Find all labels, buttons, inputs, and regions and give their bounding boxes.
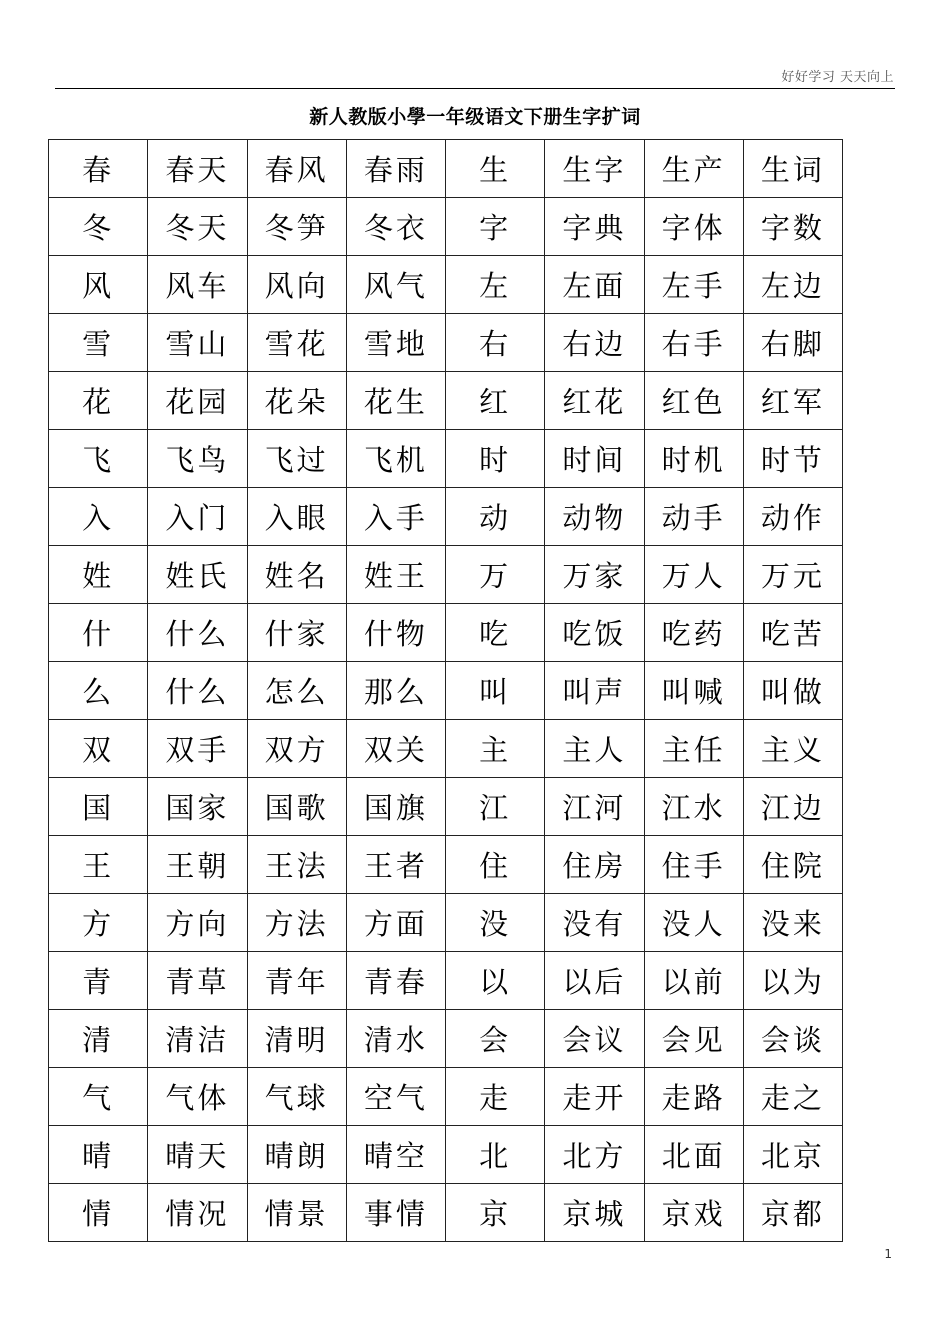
- page-number: 1: [884, 1247, 892, 1261]
- character-cell: 时: [446, 430, 545, 488]
- word-cell: 右手: [644, 314, 743, 372]
- word-cell: 京都: [743, 1184, 842, 1242]
- character-cell: 住: [446, 836, 545, 894]
- word-cell: 风向: [247, 256, 346, 314]
- character-cell: 晴: [49, 1126, 148, 1184]
- character-cell: 以: [446, 952, 545, 1010]
- word-cell: 左面: [545, 256, 644, 314]
- character-cell: 左: [446, 256, 545, 314]
- word-cell: 国旗: [346, 778, 445, 836]
- word-cell: 走路: [644, 1068, 743, 1126]
- word-cell: 清水: [346, 1010, 445, 1068]
- word-cell: 飞机: [346, 430, 445, 488]
- character-cell: 姓: [49, 546, 148, 604]
- character-cell: 走: [446, 1068, 545, 1126]
- word-cell: 雪花: [247, 314, 346, 372]
- word-cell: 气体: [148, 1068, 247, 1126]
- word-cell: 双方: [247, 720, 346, 778]
- word-cell: 住院: [743, 836, 842, 894]
- word-cell: 春风: [247, 140, 346, 198]
- word-cell: 国家: [148, 778, 247, 836]
- word-cell: 红花: [545, 372, 644, 430]
- word-cell: 动手: [644, 488, 743, 546]
- character-cell: 什: [49, 604, 148, 662]
- character-cell: 万: [446, 546, 545, 604]
- word-cell: 春天: [148, 140, 247, 198]
- character-cell: 会: [446, 1010, 545, 1068]
- header-motto: 好好学习 天天向上: [781, 70, 894, 85]
- character-cell: 飞: [49, 430, 148, 488]
- vocabulary-table: [48, 139, 843, 1242]
- word-cell: 青年: [247, 952, 346, 1010]
- word-cell: 春雨: [346, 140, 445, 198]
- word-cell: 京戏: [644, 1184, 743, 1242]
- vocabulary-table-body: [49, 140, 843, 1242]
- word-cell: 字典: [545, 198, 644, 256]
- character-cell: 吃: [446, 604, 545, 662]
- character-cell: 红: [446, 372, 545, 430]
- table-row: [49, 952, 843, 1010]
- character-cell: 雪: [49, 314, 148, 372]
- character-cell: 生: [446, 140, 545, 198]
- character-cell: 叫: [446, 662, 545, 720]
- table-row: [49, 604, 843, 662]
- word-cell: 北面: [644, 1126, 743, 1184]
- table-row: [49, 488, 843, 546]
- word-cell: 以为: [743, 952, 842, 1010]
- word-cell: 冬天: [148, 198, 247, 256]
- word-cell: 雪山: [148, 314, 247, 372]
- word-cell: 情况: [148, 1184, 247, 1242]
- table-row: [49, 1010, 843, 1068]
- word-cell: 走开: [545, 1068, 644, 1126]
- word-cell: 事情: [346, 1184, 445, 1242]
- character-cell: 字: [446, 198, 545, 256]
- character-cell: 江: [446, 778, 545, 836]
- word-cell: 入门: [148, 488, 247, 546]
- word-cell: 晴空: [346, 1126, 445, 1184]
- table-row: [49, 662, 843, 720]
- word-cell: 什物: [346, 604, 445, 662]
- character-cell: 春: [49, 140, 148, 198]
- word-cell: 冬衣: [346, 198, 445, 256]
- word-cell: 姓氏: [148, 546, 247, 604]
- table-row: [49, 778, 843, 836]
- word-cell: 红军: [743, 372, 842, 430]
- word-cell: 双关: [346, 720, 445, 778]
- word-cell: 主人: [545, 720, 644, 778]
- word-cell: 叫做: [743, 662, 842, 720]
- character-cell: 方: [49, 894, 148, 952]
- word-cell: 青草: [148, 952, 247, 1010]
- word-cell: 走之: [743, 1068, 842, 1126]
- word-cell: 没人: [644, 894, 743, 952]
- word-cell: 主任: [644, 720, 743, 778]
- word-cell: 动物: [545, 488, 644, 546]
- word-cell: 姓王: [346, 546, 445, 604]
- word-cell: 飞鸟: [148, 430, 247, 488]
- character-cell: 右: [446, 314, 545, 372]
- word-cell: 清明: [247, 1010, 346, 1068]
- word-cell: 花生: [346, 372, 445, 430]
- table-row: [49, 1068, 843, 1126]
- table-row: [49, 1126, 843, 1184]
- character-cell: 么: [49, 662, 148, 720]
- word-cell: 雪地: [346, 314, 445, 372]
- word-cell: 晴朗: [247, 1126, 346, 1184]
- word-cell: 叫喊: [644, 662, 743, 720]
- table-row: [49, 314, 843, 372]
- word-cell: 王朝: [148, 836, 247, 894]
- word-cell: 北方: [545, 1126, 644, 1184]
- character-cell: 北: [446, 1126, 545, 1184]
- table-row: [49, 256, 843, 314]
- word-cell: 什么: [148, 604, 247, 662]
- word-cell: 晴天: [148, 1126, 247, 1184]
- word-cell: 没来: [743, 894, 842, 952]
- word-cell: 花朵: [247, 372, 346, 430]
- character-cell: 清: [49, 1010, 148, 1068]
- word-cell: 吃饭: [545, 604, 644, 662]
- character-cell: 国: [49, 778, 148, 836]
- character-cell: 青: [49, 952, 148, 1010]
- word-cell: 吃药: [644, 604, 743, 662]
- word-cell: 没有: [545, 894, 644, 952]
- word-cell: 风车: [148, 256, 247, 314]
- word-cell: 时节: [743, 430, 842, 488]
- word-cell: 国歌: [247, 778, 346, 836]
- word-cell: 左边: [743, 256, 842, 314]
- word-cell: 红色: [644, 372, 743, 430]
- word-cell: 会谈: [743, 1010, 842, 1068]
- word-cell: 气球: [247, 1068, 346, 1126]
- word-cell: 冬笋: [247, 198, 346, 256]
- word-cell: 叫声: [545, 662, 644, 720]
- character-cell: 双: [49, 720, 148, 778]
- word-cell: 花园: [148, 372, 247, 430]
- character-cell: 动: [446, 488, 545, 546]
- word-cell: 方法: [247, 894, 346, 952]
- word-cell: 入手: [346, 488, 445, 546]
- word-cell: 什家: [247, 604, 346, 662]
- word-cell: 青春: [346, 952, 445, 1010]
- character-cell: 风: [49, 256, 148, 314]
- word-cell: 飞过: [247, 430, 346, 488]
- word-cell: 万元: [743, 546, 842, 604]
- character-cell: 京: [446, 1184, 545, 1242]
- table-row: [49, 546, 843, 604]
- word-cell: 左手: [644, 256, 743, 314]
- character-cell: 气: [49, 1068, 148, 1126]
- word-cell: 生产: [644, 140, 743, 198]
- word-cell: 住房: [545, 836, 644, 894]
- word-cell: 方向: [148, 894, 247, 952]
- word-cell: 生词: [743, 140, 842, 198]
- table-row: [49, 430, 843, 488]
- word-cell: 会见: [644, 1010, 743, 1068]
- table-row: [49, 198, 843, 256]
- word-cell: 生字: [545, 140, 644, 198]
- word-cell: 字数: [743, 198, 842, 256]
- document-title: 新人教版小學一年级语文下册生字扩词: [309, 106, 641, 128]
- word-cell: 王法: [247, 836, 346, 894]
- word-cell: 以前: [644, 952, 743, 1010]
- table-row: [49, 372, 843, 430]
- word-cell: 姓名: [247, 546, 346, 604]
- word-cell: 万人: [644, 546, 743, 604]
- table-row: [49, 836, 843, 894]
- character-cell: 主: [446, 720, 545, 778]
- header-divider: [55, 88, 895, 89]
- word-cell: 住手: [644, 836, 743, 894]
- word-cell: 时机: [644, 430, 743, 488]
- word-cell: 右脚: [743, 314, 842, 372]
- character-cell: 情: [49, 1184, 148, 1242]
- table-row: [49, 140, 843, 198]
- word-cell: 江河: [545, 778, 644, 836]
- word-cell: 会议: [545, 1010, 644, 1068]
- word-cell: 江水: [644, 778, 743, 836]
- word-cell: 空气: [346, 1068, 445, 1126]
- word-cell: 方面: [346, 894, 445, 952]
- character-cell: 没: [446, 894, 545, 952]
- word-cell: 什么: [148, 662, 247, 720]
- character-cell: 入: [49, 488, 148, 546]
- table-row: [49, 720, 843, 778]
- word-cell: 京城: [545, 1184, 644, 1242]
- word-cell: 那么: [346, 662, 445, 720]
- character-cell: 冬: [49, 198, 148, 256]
- table-row: [49, 1184, 843, 1242]
- word-cell: 北京: [743, 1126, 842, 1184]
- word-cell: 字体: [644, 198, 743, 256]
- word-cell: 入眼: [247, 488, 346, 546]
- word-cell: 清洁: [148, 1010, 247, 1068]
- word-cell: 怎么: [247, 662, 346, 720]
- word-cell: 吃苦: [743, 604, 842, 662]
- table-row: [49, 894, 843, 952]
- word-cell: 动作: [743, 488, 842, 546]
- word-cell: 右边: [545, 314, 644, 372]
- character-cell: 花: [49, 372, 148, 430]
- word-cell: 主义: [743, 720, 842, 778]
- word-cell: 万家: [545, 546, 644, 604]
- word-cell: 以后: [545, 952, 644, 1010]
- word-cell: 风气: [346, 256, 445, 314]
- word-cell: 情景: [247, 1184, 346, 1242]
- word-cell: 王者: [346, 836, 445, 894]
- word-cell: 双手: [148, 720, 247, 778]
- word-cell: 时间: [545, 430, 644, 488]
- word-cell: 江边: [743, 778, 842, 836]
- character-cell: 王: [49, 836, 148, 894]
